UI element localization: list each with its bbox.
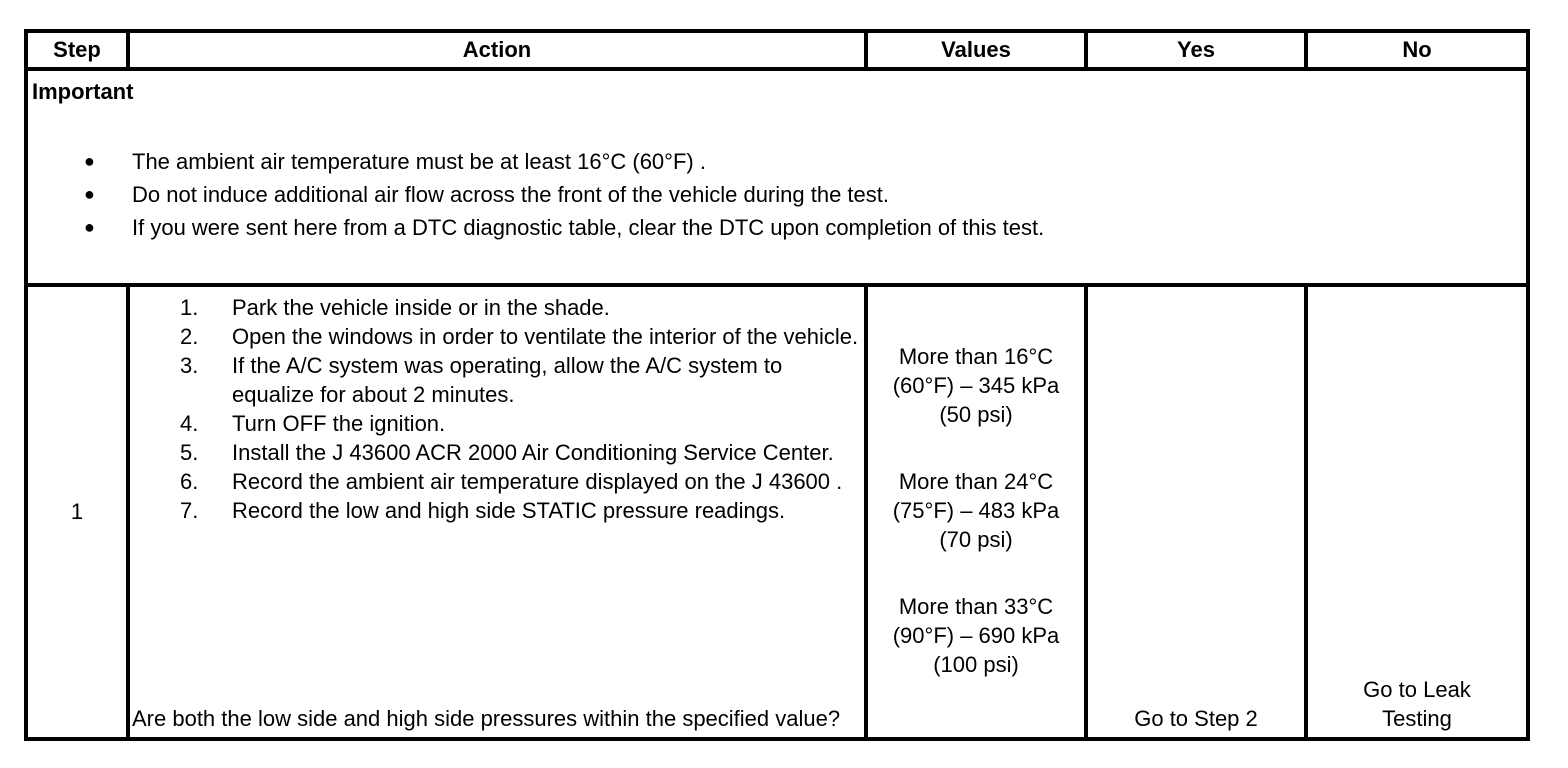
value-line: (75°F) – 483 kPa [892, 498, 1060, 523]
important-title: Important [32, 79, 134, 104]
action-step-number: 3. [180, 353, 199, 378]
important-item-text: If you were sent here from a DTC diagnostic table, clear the DTC upon completion of this test. [132, 215, 1045, 240]
no-link[interactable] [1308, 675, 1526, 733]
important-item [28, 178, 1526, 211]
important-list [28, 145, 1526, 244]
no-link-line: Testing [1382, 706, 1452, 731]
action-step [130, 322, 864, 351]
bullet-icon: ● [84, 217, 95, 237]
action-question: Are both the low side and high side pressures within the specified value? [132, 706, 841, 731]
action-step-number: 2. [180, 324, 199, 349]
action-step [130, 438, 864, 467]
yes-cell [1086, 285, 1306, 739]
important-cell [26, 69, 1528, 285]
action-step-text: Open the windows in order to ventilate the interior of the vehicle. [232, 324, 859, 349]
action-step [130, 351, 864, 409]
value-block [868, 592, 1084, 679]
action-step [130, 467, 864, 496]
value-line: (60°F) – 345 kPa [892, 373, 1060, 398]
header-action: Action [128, 31, 866, 69]
value-line: More than 24°C [898, 469, 1054, 494]
action-cell [128, 285, 866, 739]
step-number: 1 [26, 285, 128, 739]
header-no: No [1306, 31, 1528, 69]
value-line: More than 16°C [898, 344, 1054, 369]
action-step-number: 7. [180, 498, 199, 523]
action-step-text: Install the J 43600 ACR 2000 Air Conditioning Service Center. [232, 440, 834, 465]
value-line: (90°F) – 690 kPa [892, 623, 1060, 648]
action-step-text: If the A/C system was operating, allow the A/C system to equalize for about 2 minutes. [232, 353, 783, 407]
action-step-number: 1. [180, 295, 199, 320]
action-steps [130, 293, 864, 525]
important-item-text: The ambient air temperature must be at least 16°C (60°F) . [132, 149, 706, 174]
action-step [130, 496, 864, 525]
action-step-number: 6. [180, 469, 199, 494]
important-item [28, 211, 1526, 244]
action-step-text: Park the vehicle inside or in the shade. [232, 295, 610, 320]
header-yes: Yes [1086, 31, 1306, 69]
important-row [26, 69, 1528, 285]
value-block [868, 342, 1084, 429]
action-step-text: Record the low and high side STATIC pressure readings. [232, 498, 786, 523]
value-block [868, 467, 1084, 554]
bullet-icon: ● [84, 184, 95, 204]
important-item [28, 145, 1526, 178]
action-step [130, 409, 864, 438]
no-link-line: Go to Leak [1363, 677, 1471, 702]
value-line: More than 33°C [898, 594, 1054, 619]
action-step-number: 4. [180, 411, 199, 436]
header-step: Step [26, 31, 128, 69]
step-row-1 [26, 285, 1528, 739]
yes-link[interactable]: Go to Step 2 [1134, 706, 1258, 731]
diagnostic-table [24, 29, 1530, 741]
action-step-number: 5. [180, 440, 199, 465]
action-step-text: Record the ambient air temperature displayed on the J 43600 . [232, 469, 843, 494]
bullet-icon: ● [84, 151, 95, 171]
action-step-text: Turn OFF the ignition. [232, 411, 446, 436]
action-step [130, 293, 864, 322]
no-cell [1306, 285, 1528, 739]
values-cell [866, 285, 1086, 739]
value-line: (50 psi) [939, 402, 1013, 427]
value-line: (70 psi) [939, 527, 1013, 552]
important-item-text: Do not induce additional air flow across the front of the vehicle during the test. [132, 182, 889, 207]
value-line: (100 psi) [933, 652, 1019, 677]
header-values: Values [866, 31, 1086, 69]
header-row [26, 31, 1528, 69]
